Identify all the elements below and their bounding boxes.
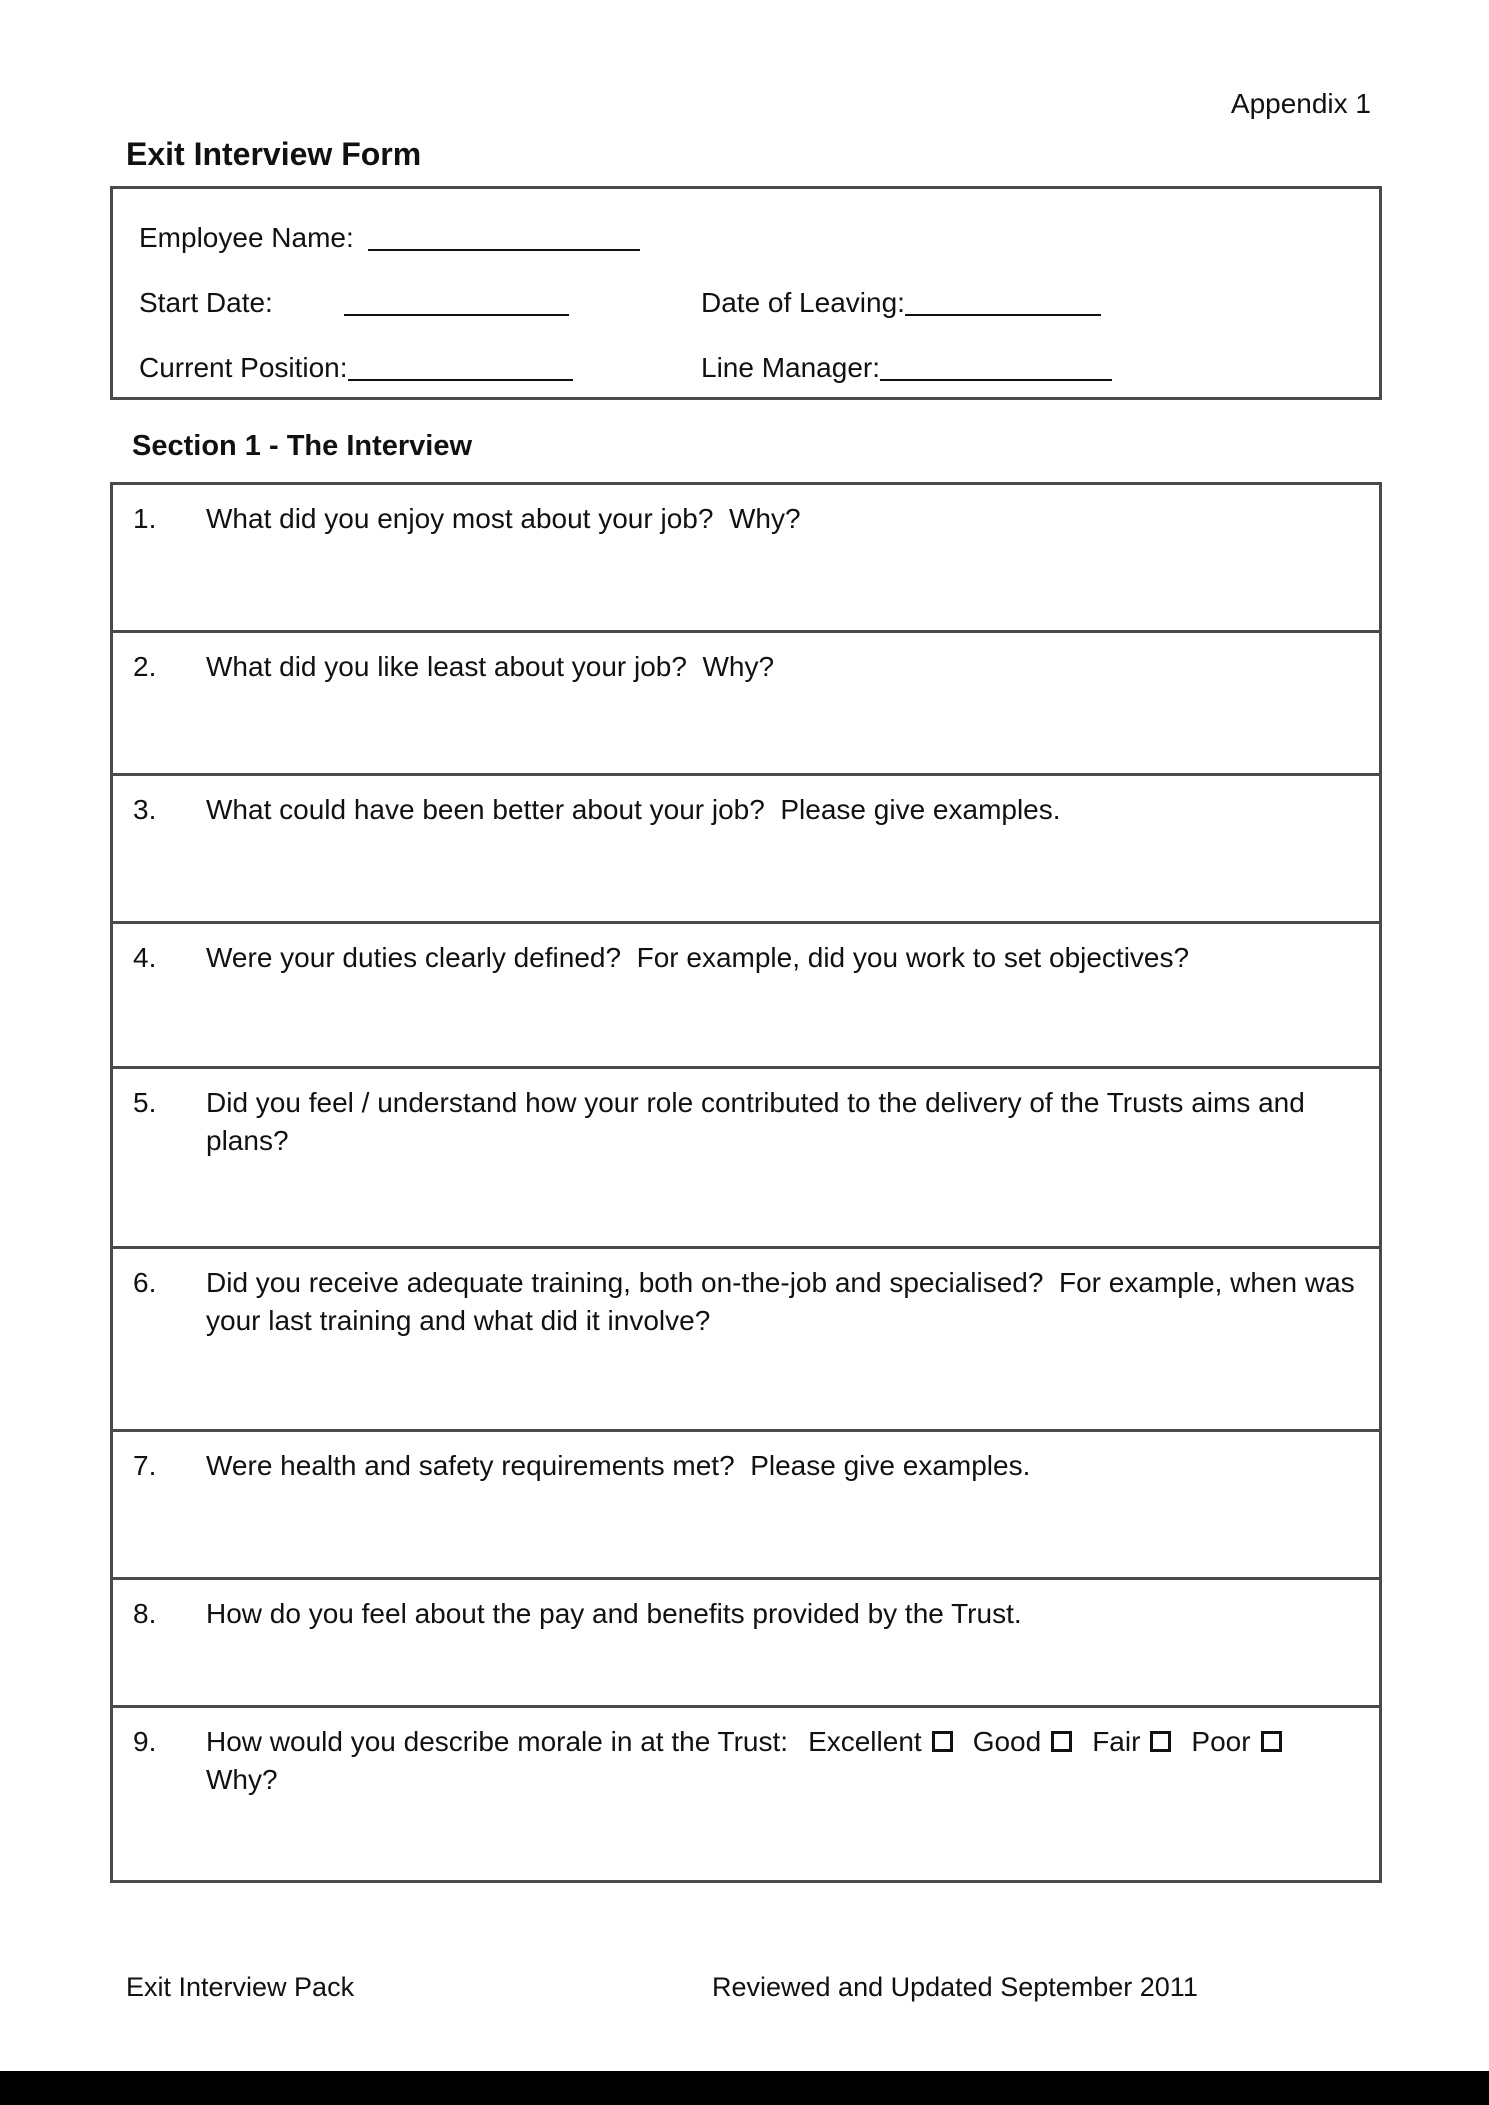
section1-heading: Section 1 - The Interview xyxy=(132,430,473,462)
question-7-text: Were health and safety requirements met? Please give examples. xyxy=(206,1450,1031,1481)
question-9-suffix: Why? xyxy=(206,1763,278,1795)
footer-left-text: Exit Interview Pack xyxy=(126,1972,355,2002)
question-1-text: What did you enjoy most about your job? Why? xyxy=(206,503,801,534)
question-row-5 xyxy=(113,1069,1379,1249)
fair-checkbox[interactable] xyxy=(1150,1731,1171,1752)
question-row-9 xyxy=(113,1708,1379,1880)
date-of-leaving-label: Date of Leaving: xyxy=(701,287,905,318)
question-1-number: 1. xyxy=(133,503,157,534)
interview-questions-table xyxy=(110,482,1382,1883)
poor-checkbox[interactable] xyxy=(1261,1731,1282,1752)
morale-option-excellent: Excellent xyxy=(808,1726,922,1757)
start-date-field[interactable] xyxy=(344,284,569,316)
question-row-2 xyxy=(113,633,1379,776)
page-title: Exit Interview Form xyxy=(126,136,422,172)
current-position-field[interactable] xyxy=(348,349,573,381)
question-4-number: 4. xyxy=(133,942,157,973)
question-row-8 xyxy=(113,1580,1379,1708)
dates-row xyxy=(139,284,1353,324)
question-7-number: 7. xyxy=(133,1450,157,1481)
current-position-label: Current Position: xyxy=(139,352,348,383)
start-date-label: Start Date: xyxy=(139,287,273,318)
employee-name-label: Employee Name: xyxy=(139,222,354,253)
line-manager-field[interactable] xyxy=(880,349,1112,381)
question-3-number: 3. xyxy=(133,794,157,825)
question-5-number: 5. xyxy=(133,1087,157,1118)
question-9-number: 9. xyxy=(133,1726,157,1757)
question-6-text: Did you receive adequate training, both on-the-job and specialised? For example, when was your last training and what did it involve? xyxy=(206,1267,1363,1336)
question-2-text: What did you like least about your job? Why? xyxy=(206,651,775,682)
employee-name-row xyxy=(139,219,1353,259)
question-2-number: 2. xyxy=(133,651,157,682)
question-row-1 xyxy=(113,485,1379,633)
morale-option-poor: Poor xyxy=(1191,1726,1251,1757)
employee-name-field[interactable] xyxy=(368,219,640,251)
date-of-leaving-field[interactable] xyxy=(905,284,1101,316)
footer-right-text: Reviewed and Updated September 2011 xyxy=(712,1972,1198,2002)
question-9-text xyxy=(206,1723,1282,1798)
question-8-text: How do you feel about the pay and benefits provided by the Trust. xyxy=(206,1598,1022,1629)
question-row-6 xyxy=(113,1249,1379,1432)
question-row-3 xyxy=(113,776,1379,924)
question-row-4 xyxy=(113,924,1379,1069)
line-manager-label: Line Manager: xyxy=(701,352,881,383)
question-4-text: Were your duties clearly defined? For example, did you work to set objectives? xyxy=(206,942,1190,973)
morale-option-good: Good xyxy=(972,1726,1042,1757)
question-8-number: 8. xyxy=(133,1598,157,1629)
page-bottom-edge xyxy=(0,2071,1489,2105)
question-3-text: What could have been better about your job? Please give examples. xyxy=(206,794,1061,825)
employee-info-box xyxy=(110,186,1382,400)
morale-option-fair: Fair xyxy=(1092,1726,1141,1757)
appendix-label: Appendix 1 xyxy=(1230,88,1371,119)
question-row-7 xyxy=(113,1432,1379,1580)
position-row xyxy=(139,349,1353,389)
question-5-text: Did you feel / understand how your role contributed to the delivery of the Trusts aims and plans? xyxy=(206,1087,1313,1156)
good-checkbox[interactable] xyxy=(1051,1731,1072,1752)
question-6-number: 6. xyxy=(133,1267,157,1298)
question-9-prefix: How would you describe morale in at the Trust: xyxy=(206,1726,789,1757)
excellent-checkbox[interactable] xyxy=(932,1731,953,1752)
